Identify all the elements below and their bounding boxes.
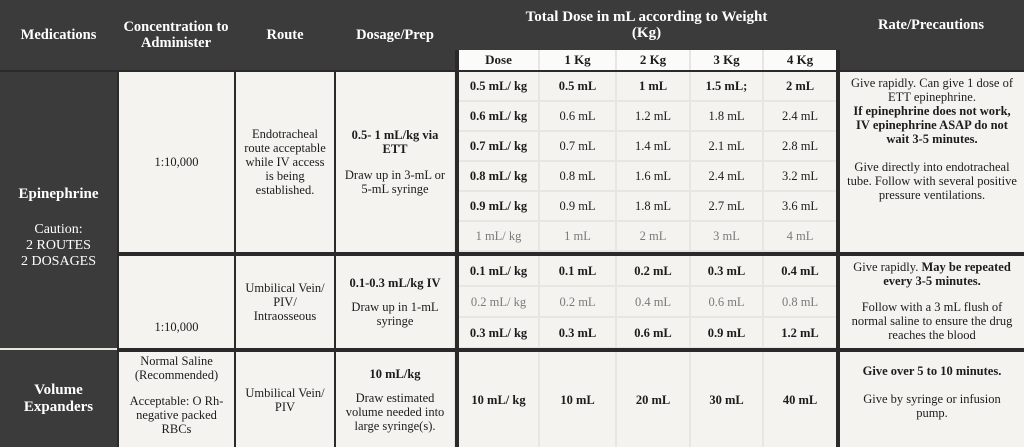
ett-row-2-3kg: 1.8 mL <box>691 102 762 130</box>
ett-rate-text-1: Give rapidly. Can give 1 dose of ETT epinephrine. <box>851 76 1013 104</box>
ett-dosage-prep: Draw up in 3-mL or 5-mL syringe <box>344 168 446 196</box>
ett-row-3-3kg: 2.1 mL <box>691 132 762 160</box>
caution-label: Caution: <box>34 222 83 237</box>
header-route: Route <box>235 0 335 70</box>
ett-row-1-dose: 0.5 mL/ kg <box>459 72 538 100</box>
volume-dosage <box>336 352 454 447</box>
ett-row-1-2kg: 1 mL <box>617 72 689 100</box>
subheader-1kg: 1 Kg <box>540 50 615 70</box>
volume-route: Umbilical Vein/ PIV <box>236 352 334 447</box>
ett-row-1-1kg: 0.5 mL <box>540 72 615 100</box>
divider-epi-top <box>0 70 1024 72</box>
ett-row-4-4kg: 3.2 mL <box>764 162 836 190</box>
ett-rate-warning: If epinephrine does not work, IV epinephrine ASAP do not wait 3-5 minutes. <box>853 104 1011 146</box>
iv-row-3-4kg: 1.2 mL <box>764 318 836 347</box>
iv-concentration-value: 1:10,000 <box>154 320 199 334</box>
iv-row-3-1kg: 0.3 mL <box>540 318 615 347</box>
iv-row-3-dose: 0.3 mL/ kg <box>459 318 538 347</box>
volume-dose-4kg: 40 mL <box>764 352 836 447</box>
iv-rate-give: Give rapidly. <box>853 260 919 274</box>
ett-rate-text-3: Give directly into endotracheal tube. Follow with several positive pressure ventilations. <box>847 160 1017 202</box>
ett-row-6-1kg: 1 mL <box>540 222 615 250</box>
ett-row-5-1kg: 0.9 mL <box>540 192 615 220</box>
ett-row-6-dose: 1 mL/ kg <box>459 222 538 250</box>
volume-dose-2kg: 20 mL <box>617 352 689 447</box>
iv-row-3-2kg: 0.6 mL <box>617 318 689 347</box>
header-rate-extension <box>838 50 1024 70</box>
header-rate: Rate/Precautions <box>838 0 1024 50</box>
iv-row-2-4kg: 0.8 mL <box>764 287 836 316</box>
ett-row-4-2kg: 1.6 mL <box>617 162 689 190</box>
iv-rate-text-2: Follow with a 3 mL flush of normal saline to ensure the drug reaches the blood <box>851 300 1013 342</box>
ett-row-5-dose: 0.9 mL/ kg <box>459 192 538 220</box>
ett-row-1-3kg: 1.5 mL; <box>691 72 762 100</box>
iv-row-2-dose: 0.2 mL/ kg <box>459 287 538 316</box>
volume-rate-text-2: Give by syringe or infusion pump. <box>863 392 1001 420</box>
ett-row-2-dose: 0.6 mL/ kg <box>459 102 538 130</box>
epinephrine-name: Epinephrine <box>18 186 99 202</box>
ett-row-2-2kg: 1.2 mL <box>617 102 689 130</box>
iv-dosage-amount: 0.1-0.3 mL/kg IV <box>349 276 441 290</box>
iv-row-2-1kg: 0.2 mL <box>540 287 615 316</box>
iv-row-2-2kg: 0.4 mL <box>617 287 689 316</box>
ett-row-6-3kg: 3 mL <box>691 222 762 250</box>
divider-rate-left <box>836 50 840 447</box>
ett-row-2-4kg: 2.4 mL <box>764 102 836 130</box>
ett-row-3-2kg: 1.4 mL <box>617 132 689 160</box>
volume-dose-3kg: 30 mL <box>691 352 762 447</box>
iv-row-1-4kg: 0.4 mL <box>764 256 836 285</box>
header-medications: Medications <box>0 0 117 70</box>
divider-dosage-left <box>334 70 336 447</box>
ett-route: Endotracheal route acceptable while IV access is being established. <box>236 72 334 252</box>
ett-row-1-4kg: 2 mL <box>764 72 836 100</box>
iv-rate <box>840 256 1024 348</box>
iv-dosage-prep: Draw up in 1-mL syringe <box>351 300 439 328</box>
epinephrine-row-header <box>0 70 117 348</box>
ett-row-5-4kg: 3.6 mL <box>764 192 836 220</box>
iv-row-1-3kg: 0.3 mL <box>691 256 762 285</box>
ett-dosage-amount: 0.5- 1 mL/kg via ETT <box>351 128 439 156</box>
header-concentration: Concentration to Administer <box>117 0 235 70</box>
volume-rate-text-1: Give over 5 to 10 minutes. <box>862 364 1002 378</box>
divider-dose-left <box>455 50 459 447</box>
volume-name-1: Volume <box>34 381 83 398</box>
volume-concentration-recommended: Normal Saline (Recommended) <box>134 354 219 382</box>
ett-row-4-1kg: 0.8 mL <box>540 162 615 190</box>
iv-concentration <box>119 256 234 348</box>
subheader-2kg: 2 Kg <box>617 50 689 70</box>
volume-concentration <box>119 352 234 447</box>
ett-row-5-3kg: 2.7 mL <box>691 192 762 220</box>
iv-rate-text-1 <box>846 260 1018 288</box>
divider-route-left <box>234 70 236 447</box>
ett-row-6-4kg: 4 mL <box>764 222 836 250</box>
ett-row-6-2kg: 2 mL <box>617 222 689 250</box>
ett-dosage <box>336 72 454 252</box>
volume-dosage-amount: 10 mL/kg <box>369 366 421 381</box>
ett-row-2-1kg: 0.6 mL <box>540 102 615 130</box>
subheader-3kg: 3 Kg <box>691 50 762 70</box>
header-dosage: Dosage/Prep <box>335 0 455 70</box>
ett-row-3-1kg: 0.7 mL <box>540 132 615 160</box>
iv-route: Umbilical Vein/ PIV/ Intraosseous <box>236 256 334 348</box>
iv-row-2-3kg: 0.6 mL <box>691 287 762 316</box>
caution-dosages: 2 DOSAGES <box>20 254 97 269</box>
iv-row-1-dose: 0.1 mL/ kg <box>459 256 538 285</box>
divider-epi-volume <box>117 348 1024 352</box>
caution-routes: 2 ROUTES <box>26 238 91 253</box>
iv-dosage <box>336 256 454 348</box>
ett-row-5-2kg: 1.8 mL <box>617 192 689 220</box>
volume-dose-1kg: 10 mL <box>540 352 615 447</box>
iv-row-1-1kg: 0.1 mL <box>540 256 615 285</box>
ett-row-4-dose: 0.8 mL/ kg <box>459 162 538 190</box>
volume-concentration-acceptable: Acceptable: O Rh-negative packed RBCs <box>129 394 224 436</box>
iv-rate-repeat: May be repeated every 3-5 minutes. <box>883 260 1011 288</box>
header-total-dose: Total Dose in mL according to Weight (Kg) <box>455 0 838 50</box>
iv-row-3-3kg: 0.9 mL <box>691 318 762 347</box>
ett-row-4-3kg: 2.4 mL <box>691 162 762 190</box>
ett-rate <box>840 72 1024 252</box>
divider-concentration-left <box>117 70 119 447</box>
volume-dosage-prep: Draw estimated volume needed into large syringe(s). <box>345 390 445 433</box>
iv-row-1-2kg: 0.2 mL <box>617 256 689 285</box>
ett-row-3-4kg: 2.8 mL <box>764 132 836 160</box>
divider-ett-iv <box>117 252 1024 256</box>
ett-row-3-dose: 0.7 mL/ kg <box>459 132 538 160</box>
subheader-dose: Dose <box>459 50 538 70</box>
ett-concentration: 1:10,000 <box>119 72 234 252</box>
volume-row-header <box>0 350 117 447</box>
volume-rate <box>840 352 1024 447</box>
volume-name-2: Expanders <box>23 398 94 415</box>
volume-dose: 10 mL/ kg <box>459 352 538 447</box>
subheader-4kg: 4 Kg <box>764 50 836 70</box>
